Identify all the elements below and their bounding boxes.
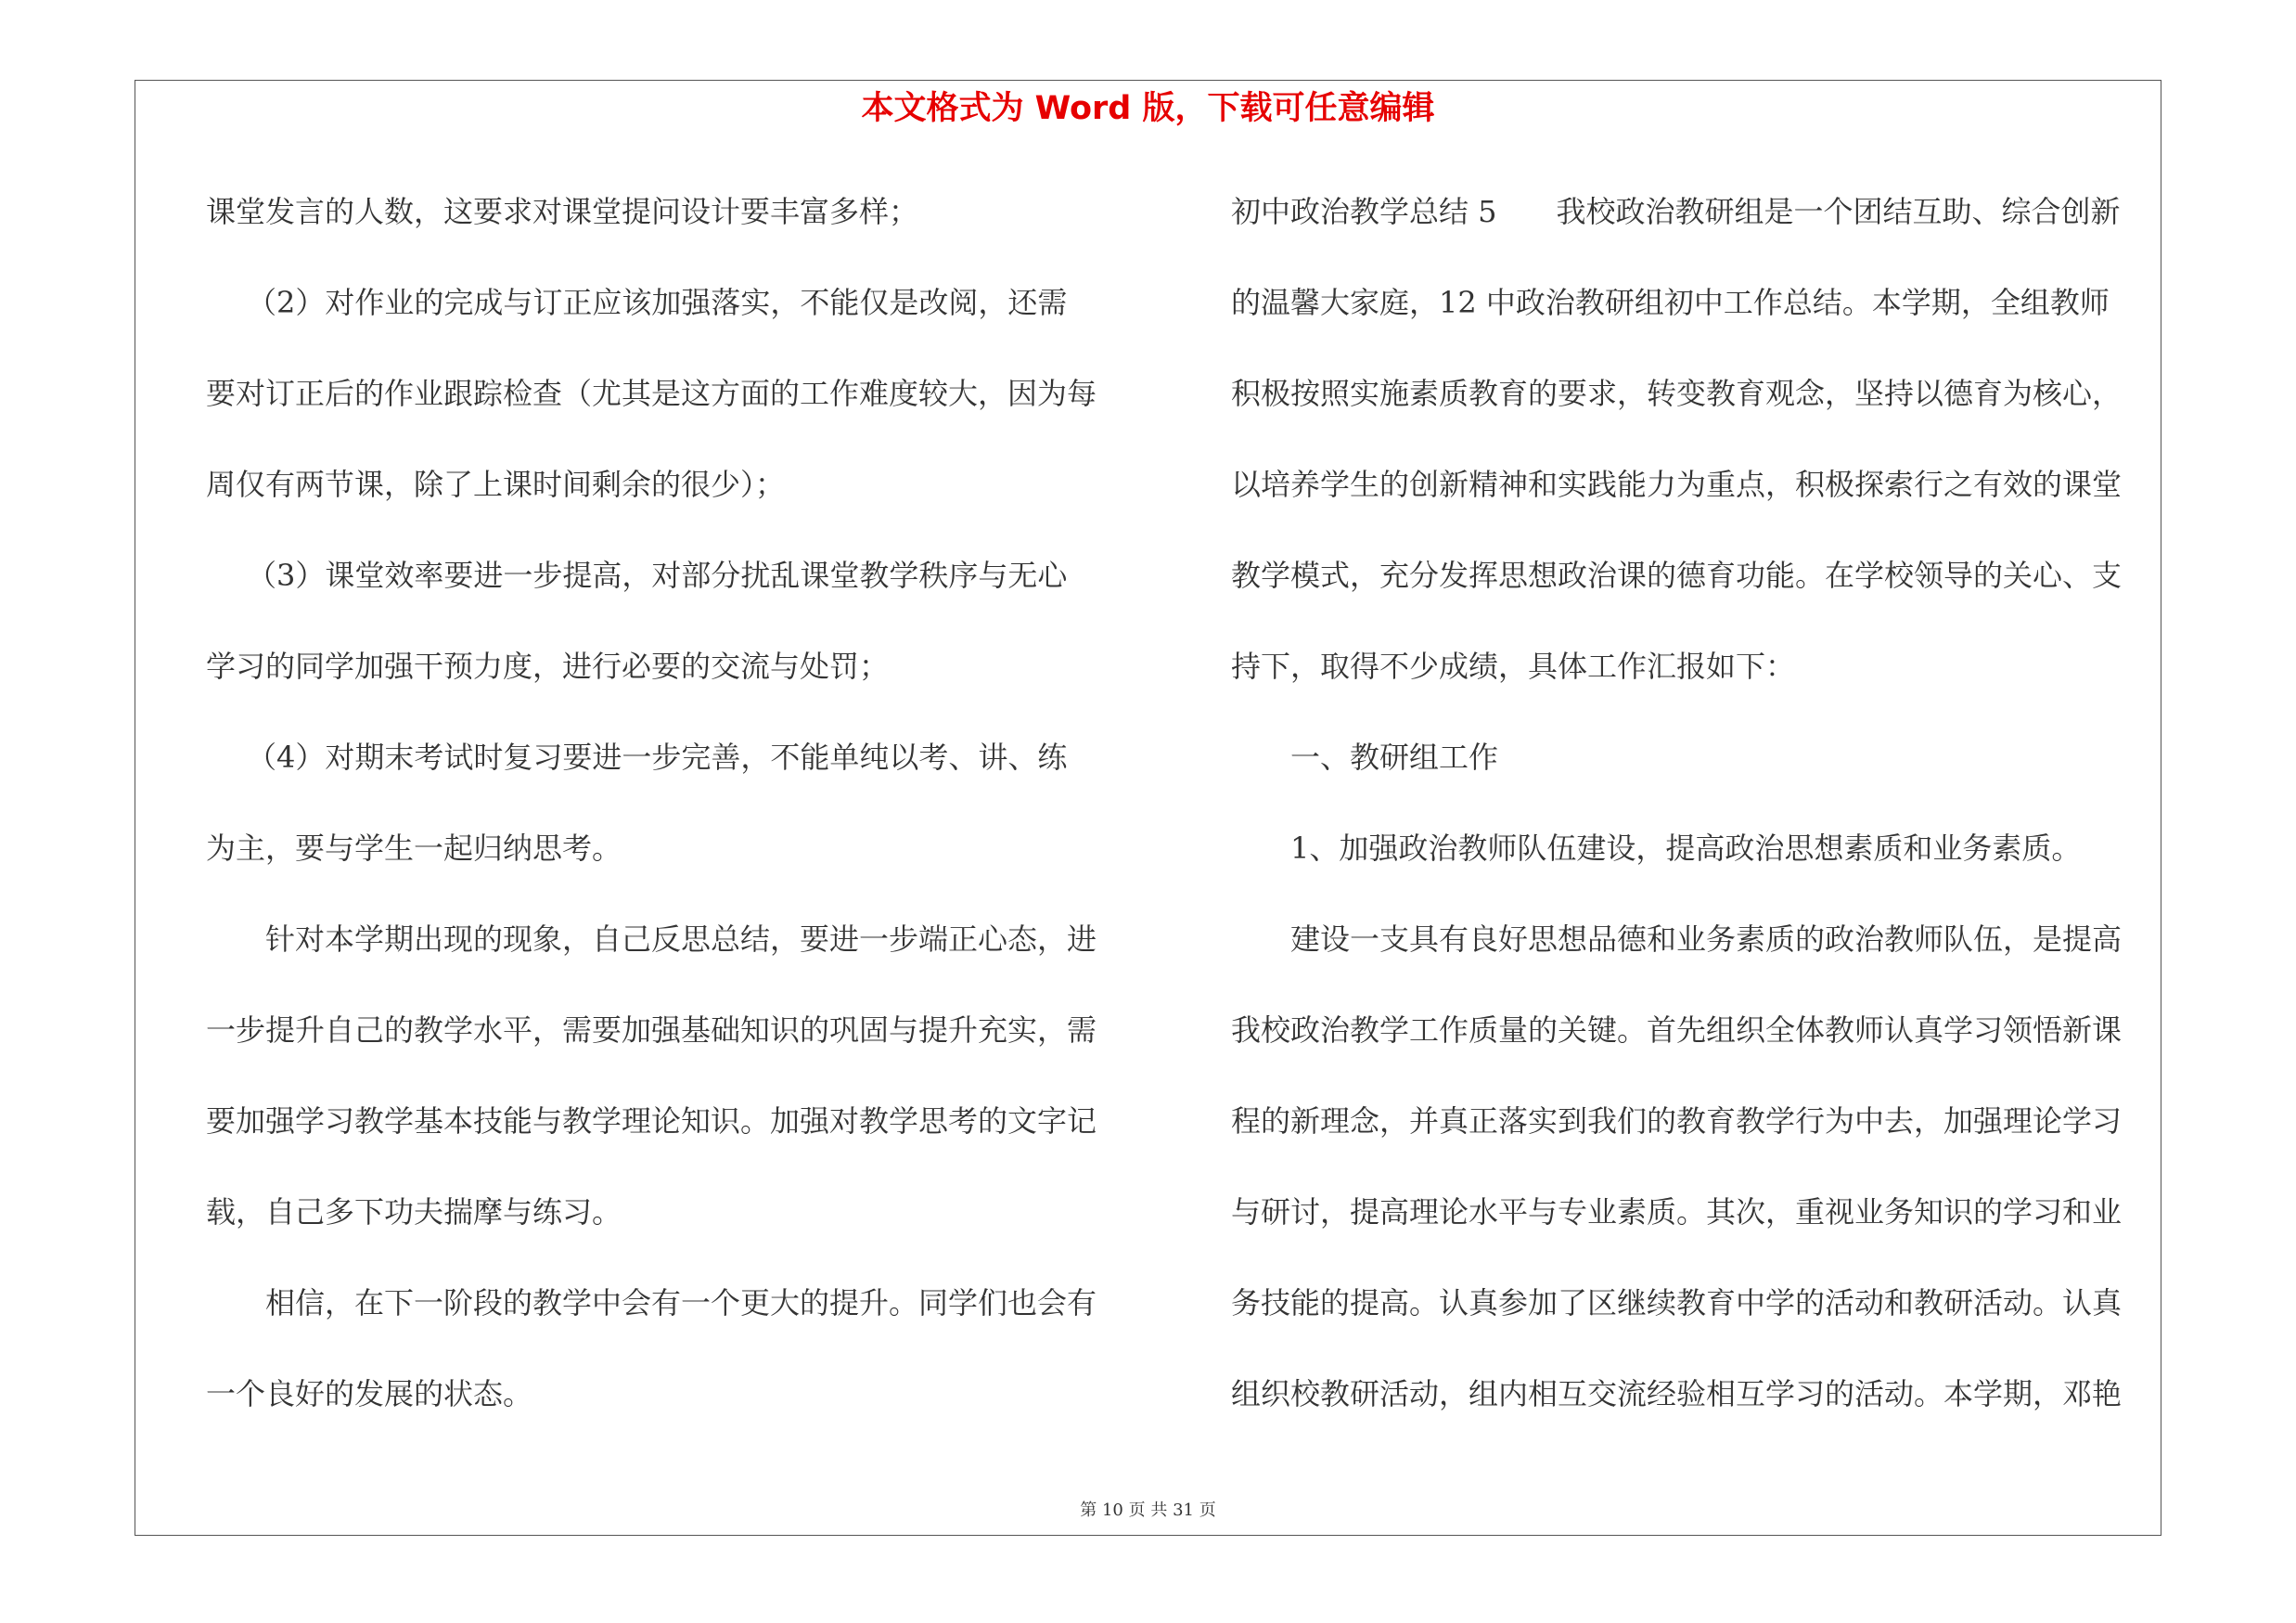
paragraph-line: 教学模式，充分发挥思想政治课的德育功能。在学校领导的关心、支 [1231,558,2123,593]
paragraph-line: 积极按照实施素质教育的要求，转变教育观念，坚持以德育为核心， [1231,376,2123,411]
paragraph-line: 一步提升自己的教学水平，需要加强基础知识的巩固与提升充实，需 [206,1012,1097,1048]
paragraph-line: 建设一支具有良好思想品德和业务素质的政治教师队伍，是提高 [1290,921,2123,957]
paragraph-line: 与研讨，提高理论水平与专业素质。其次，重视业务知识的学习和业 [1231,1194,2123,1230]
paragraph-line: 我校政治教研组是一个团结互助、综合创新 [1556,194,2121,229]
paragraph-line: 务技能的提高。认真参加了区继续教育中学的活动和教研活动。认真 [1231,1285,2123,1320]
paragraph-line: 要对订正后的作业跟踪检查（尤其是这方面的工作难度较大，因为每 [206,376,1097,411]
paragraph-line: 相信，在下一阶段的教学中会有一个更大的提升。同学们也会有 [265,1285,1097,1320]
paragraph-line: 针对本学期出现的现象，自己反思总结，要进一步端正心态，进 [265,921,1097,957]
paragraph-line: 一个良好的发展的状态。 [206,1376,533,1411]
footer-prefix: 第 [1080,1501,1097,1520]
footer-suffix: 页 [1199,1501,1216,1520]
paragraph-line: 持下，取得不少成绩，具体工作汇报如下： [1231,649,1796,684]
paragraph-line: 载，自己多下功夫揣摩与练习。 [206,1194,622,1230]
format-banner: 本文格式为 Word 版，下载可任意编辑 [861,90,1435,127]
paragraph-line: 组织校教研活动，组内相互交流经验相互学习的活动。本学期，邓艳 [1231,1376,2123,1411]
paragraph-line: 程的新理念，并真正落实到我们的教育教学行为中去，加强理论学习 [1231,1103,2123,1139]
paragraph-line: 周仅有两节课，除了上课时间剩余的很少）； [206,467,786,502]
subsection-heading: 1、加强政治教师队伍建设，提高政治思想素质和业务素质。 [1290,831,2082,866]
current-page-number: 10 [1101,1501,1123,1520]
right-column [1231,182,2159,1455]
paragraph-line: （2）对作业的完成与订正应该加强落实，不能仅是改阅，还需 [247,285,1068,320]
paragraph-line: 要加强学习教学基本技能与教学理论知识。加强对教学思考的文字记 [206,1103,1097,1139]
subsection-heading: 一、教研组工作 [1290,740,1499,775]
paragraph-line: （4）对期末考试时复习要进一步完善，不能单纯以考、讲、练 [247,740,1068,775]
page-footer [0,1498,2296,1524]
paragraph-line: 以培养学生的创新精神和实践能力为重点，积极探索行之有效的课堂 [1231,467,2123,502]
paragraph-line: 为主，要与学生一起归纳思考。 [206,831,622,866]
paragraph-line: 课堂发言的人数，这要求对课堂提问设计要丰富多样； [206,194,919,229]
paragraph-line: （3）课堂效率要进一步提高，对部分扰乱课堂教学秩序与无心 [247,558,1068,593]
paragraph-line: 我校政治教学工作质量的关键。首先组织全体教师认真学习领悟新课 [1231,1012,2123,1048]
section-heading-line [1231,182,2159,273]
paragraph-line: 学习的同学加强干预力度，进行必要的交流与处罚； [206,649,890,684]
section-heading: 初中政治教学总结 5 [1231,194,1497,229]
paragraph-line: 的温馨大家庭，12 中政治教研组初中工作总结。本学期，全组教师 [1231,285,2110,320]
footer-middle: 页 共 [1128,1501,1168,1520]
left-column [206,182,1134,1455]
total-page-count: 31 [1173,1501,1194,1520]
